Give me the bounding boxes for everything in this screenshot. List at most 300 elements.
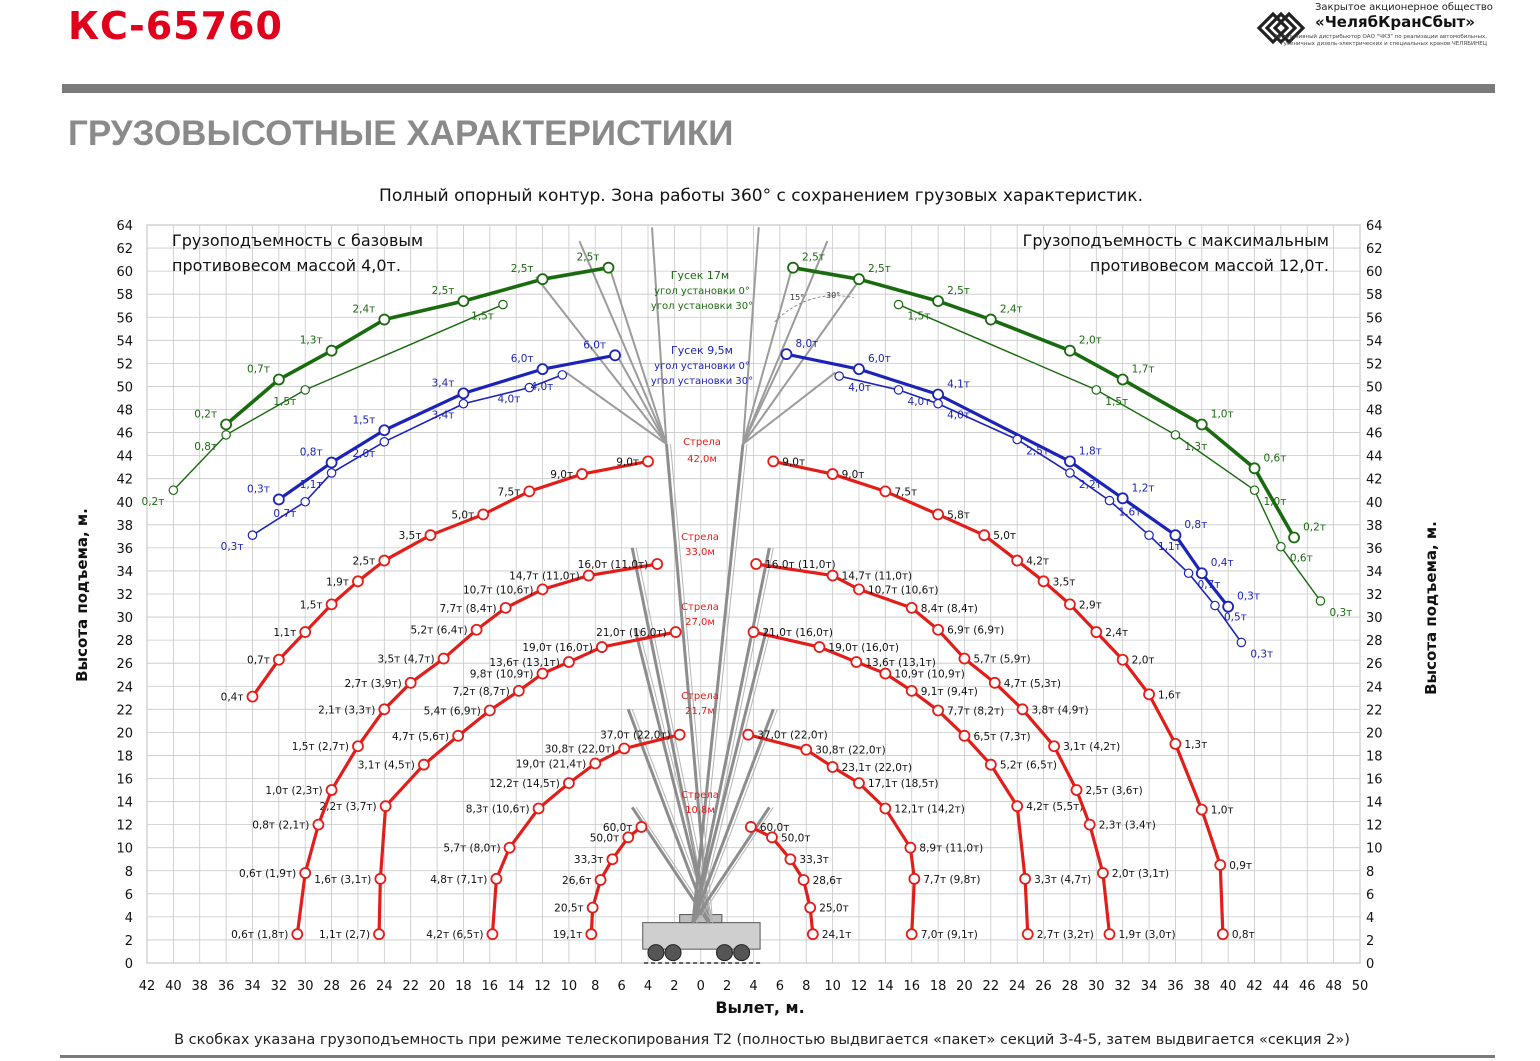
boom-point-label: 8,3т (10,6т) — [465, 803, 530, 816]
boom-point — [374, 929, 384, 939]
boom-point-label: 2,3т (3,4т) — [1098, 819, 1156, 832]
x-tick-label: 28 — [1061, 979, 1079, 994]
boom-point — [1098, 868, 1108, 878]
boom-point — [909, 874, 919, 884]
jib17-point — [274, 375, 284, 385]
jib9-point-label: 0,3т — [1237, 590, 1260, 603]
jib9-point-label: 4,0т — [497, 393, 521, 406]
right-caption-line-1: Грузоподъемность с максимальным — [1022, 231, 1329, 250]
boom-point-label: 0,7т — [247, 654, 270, 667]
boom-point-label: 6,5т (7,3т) — [973, 730, 1031, 743]
boom-point — [327, 785, 337, 795]
jib9-point-label: 2,0т — [352, 447, 376, 460]
x-tick-label: 42 — [138, 979, 156, 994]
boom-point-label: 10,7т (10,6т) — [867, 584, 939, 597]
x-tick-label: 24 — [1008, 979, 1026, 994]
boom-point-label: 12,1т (14,2т) — [894, 803, 965, 816]
y-axis-label: Высота подъема, м. — [73, 508, 91, 682]
jib17-point-label: 0,7т — [247, 363, 270, 376]
jib9-point-label: 4,0т — [848, 382, 872, 395]
y-tick-label-left: 36 — [116, 541, 133, 557]
jib17-point-label: 1,3т — [299, 334, 323, 347]
boom-point — [406, 678, 416, 688]
boom-point-label: 8,9т (11,0т) — [919, 842, 984, 855]
y-tick-label-right: 32 — [1366, 588, 1383, 603]
y-tick-label-right: 52 — [1366, 357, 1383, 373]
boom-point-label: 21,0т (16,0т) — [762, 627, 834, 640]
boom-point-label: 19,0т (16,0т) — [522, 642, 593, 655]
boom-point-label: 50,0т — [589, 832, 620, 845]
jib17-point — [986, 315, 996, 325]
jib17-point-label: 2,5т — [576, 251, 600, 264]
jib17-angle30-label: угол установки 30° — [650, 301, 754, 312]
boom-point — [538, 584, 548, 594]
y-tick-label-right: 34 — [1366, 564, 1383, 580]
boom-point-label: 37,0т (22,0т) — [757, 729, 828, 742]
boom-point — [785, 854, 795, 864]
jib9-point-label: 0,3т — [1250, 648, 1274, 661]
jib17-point — [221, 419, 231, 429]
x-tick-label: 4 — [749, 979, 758, 994]
x-tick-label: 10 — [824, 979, 841, 994]
x-tick-label: 34 — [1140, 979, 1158, 994]
boom-point — [1085, 820, 1095, 830]
boom-point — [751, 559, 761, 569]
jib9-point — [538, 364, 548, 374]
boom-point — [485, 705, 495, 715]
y-tick-label-left: 4 — [124, 910, 133, 926]
boom-point-label: 1,0т (2,3т) — [265, 785, 323, 798]
boom-point — [643, 456, 653, 466]
y-tick-label-right: 26 — [1366, 657, 1383, 673]
x-tick-label: 6 — [775, 979, 785, 994]
x-tick-label: 10 — [560, 979, 578, 994]
boom-point-label: 30,8т (22,0т) — [544, 743, 616, 756]
jib17-point — [788, 263, 798, 273]
x-tick-label: 26 — [1035, 979, 1052, 994]
jib9-point — [301, 498, 309, 506]
boom-point-label: 25,0т — [819, 902, 849, 915]
boom-point-label: 2,1т (3,3т) — [318, 704, 376, 717]
y-tick-label-right: 16 — [1366, 772, 1383, 788]
jib9-point — [934, 400, 942, 408]
jib9-point-label: 0,5т — [1223, 611, 1247, 624]
x-tick-label: 12 — [534, 979, 551, 994]
jib17-point-label: 1,3т — [1184, 440, 1208, 453]
boom-point — [743, 730, 753, 740]
boom-10-label-2: 10,8м — [685, 805, 715, 816]
boom-point-label: 3,1т (4,2т) — [1063, 741, 1121, 754]
jib9-point — [274, 494, 284, 504]
jib9-point-label: 6,0т — [583, 339, 607, 352]
boom-27-label-2: 27,0м — [685, 617, 715, 628]
y-tick-label-right: 56 — [1366, 311, 1383, 327]
y-tick-label-left: 38 — [116, 518, 133, 534]
jib17-point-label: 1,5т — [907, 310, 931, 323]
jib9-point — [933, 390, 943, 400]
jib9-point — [894, 386, 902, 394]
boom-point-label: 13,6т (13,1т) — [865, 657, 936, 670]
jib17-point-label: 1,5т — [273, 395, 297, 408]
boom-point-label: 2,7т (3,2т) — [1036, 929, 1094, 942]
jib17-angle0-label: угол установки 0° — [654, 286, 750, 297]
jib9-point-label: 0,3т — [220, 541, 244, 554]
jib17-point — [894, 300, 902, 308]
boom-point-label: 20,5т — [554, 902, 584, 915]
boom-point — [1072, 785, 1082, 795]
x-tick-label: 44 — [1272, 979, 1290, 994]
boom-point-label: 9,0т — [616, 456, 640, 469]
jib17-point-label: 0,8т — [194, 440, 218, 453]
boom-point-label: 7,0т (9,1т) — [920, 929, 978, 942]
boom-point — [746, 822, 756, 832]
boom-point-label: 60,0т — [759, 821, 790, 834]
boom-27-label-1: Стрела — [681, 602, 719, 613]
jib9-point — [1237, 638, 1245, 646]
y-tick-label-left: 50 — [116, 380, 133, 396]
boom-point-label: 5,2т (6,4т) — [410, 624, 468, 637]
boom-point — [1017, 704, 1027, 714]
boom-point — [854, 584, 864, 594]
boom-point-label: 1,6т (3,1т) — [314, 873, 372, 886]
logo-top-text: Закрытое акционерное общество — [1315, 2, 1493, 13]
y-tick-label-right: 8 — [1366, 864, 1375, 880]
boom-point-label: 1,1т (2,7) — [319, 929, 371, 942]
jib9-point — [458, 388, 468, 398]
y-tick-label-right: 38 — [1366, 518, 1383, 534]
x-tick-label: 30 — [1088, 979, 1105, 994]
jib9-point — [610, 350, 620, 360]
y-tick-label-left: 64 — [116, 219, 133, 234]
boom-point-label: 33,3т — [573, 854, 604, 867]
boom-point-label: 19,1т — [552, 929, 583, 942]
y-tick-label-left: 40 — [116, 495, 133, 511]
jib9-point-label: 4,1т — [947, 378, 970, 391]
boom-point-label: 1,5т (2,7т) — [291, 741, 349, 754]
jib9-point-label: 4,0т — [530, 380, 554, 393]
jib9-point — [781, 349, 791, 359]
boom-point-label: 5,0т — [993, 530, 1017, 543]
boom-point-label: 14,7т (11,0т) — [841, 570, 913, 583]
boom-point — [619, 744, 629, 754]
boom-point — [880, 669, 890, 679]
boom-point — [584, 571, 594, 581]
jib9-point-label: 0,8т — [299, 446, 323, 459]
boom-point-label: 9,0т — [550, 469, 574, 482]
y-tick-label-left: 16 — [116, 772, 133, 788]
y-tick-label-left: 42 — [116, 472, 133, 488]
boom-point — [379, 704, 389, 714]
boom-point-label: 2,7т (3,9т) — [344, 677, 402, 690]
y-tick-label-right: 18 — [1366, 749, 1383, 765]
footer-divider — [60, 1055, 1495, 1058]
jib9-point — [379, 425, 389, 435]
x-tick-label: 48 — [1325, 979, 1342, 994]
y-tick-label-right: 62 — [1366, 242, 1383, 258]
boom-point — [586, 929, 596, 939]
boom-point — [933, 625, 943, 635]
boom-point — [933, 705, 943, 715]
logo-company-name: «ЧелябКранСбыт» — [1315, 13, 1475, 31]
jib17-point — [603, 263, 613, 273]
boom-point-label: 16,0т (11,0т) — [765, 559, 836, 572]
boom-point-label: 9,8т (10,9т) — [469, 668, 534, 681]
left-caption-line-1: Грузоподъемность с базовым — [172, 231, 424, 250]
boom-point-label: 1,0т — [1210, 804, 1234, 817]
jib17-point-label: 0,6т — [1289, 552, 1313, 565]
boom-point-label: 6,9т (6,9т) — [947, 624, 1005, 637]
y-tick-label-left: 54 — [116, 334, 133, 350]
y-tick-label-left: 60 — [116, 265, 133, 281]
jib17-point-label: 0,2т — [141, 496, 165, 509]
jib17-point-label: 1,5т — [1105, 395, 1129, 408]
boom-point — [514, 686, 524, 696]
jib9-point-label: 3,4т — [431, 409, 455, 422]
boom-point — [828, 469, 838, 479]
boom-point-label: 7,7т (8,2т) — [947, 705, 1005, 718]
y-tick-label-right: 14 — [1366, 795, 1383, 811]
boom-point — [808, 929, 818, 939]
boom-point-label: 2,9т — [1078, 599, 1102, 612]
y-tick-label-right: 44 — [1366, 449, 1383, 465]
jib17-point — [1250, 486, 1258, 494]
boom-point-label: 0,8т — [1231, 929, 1255, 942]
y-tick-label-left: 62 — [116, 242, 133, 258]
boom-point — [801, 745, 811, 755]
boom-point-label: 0,9т — [1229, 859, 1253, 872]
boom-point-label: 5,8т — [947, 509, 970, 522]
boom-point-label: 13,6т (13,1т) — [489, 657, 560, 670]
jib9-point — [1066, 469, 1074, 477]
boom-point — [247, 692, 257, 702]
x-tick-label: 30 — [296, 979, 314, 994]
boom-point-label: 10,9т (10,9т) — [894, 668, 965, 681]
jib17-point-label: 1,0т — [1210, 408, 1234, 421]
jib9-point-label: 2,5т — [1026, 445, 1050, 458]
x-tick-label: 4 — [643, 979, 653, 994]
boom-point — [799, 875, 809, 885]
boom-point — [636, 822, 646, 832]
boom-point-label: 7,7т (8,4т) — [439, 602, 497, 615]
jib9-point — [1170, 530, 1180, 540]
x-tick-label: 2 — [722, 979, 732, 994]
jib9-point — [1145, 531, 1153, 539]
jib17-point-label: 0,6т — [1263, 452, 1287, 465]
boom-point-label: 21,0т (16,0т) — [596, 627, 667, 640]
boom-point-label: 1,5т — [299, 599, 323, 612]
jib9-point — [327, 458, 337, 468]
x-tick-label: 34 — [244, 979, 261, 994]
boom-point-label: 1,9т — [326, 576, 349, 589]
jib17-point-label: 2,0т — [1078, 334, 1102, 347]
boom-point — [907, 929, 917, 939]
x-tick-label: 20 — [428, 979, 446, 994]
jib17-point — [222, 431, 230, 439]
boom-point-label: 5,4т (6,9т) — [423, 705, 481, 718]
jib9-point — [459, 400, 467, 408]
x-tick-label: 8 — [591, 979, 600, 994]
boom-point-label: 2,4т — [1105, 627, 1129, 640]
x-tick-label: 6 — [617, 979, 626, 994]
jib9-point — [1105, 496, 1113, 504]
boom-point-label: 16,0т (11,0т) — [577, 559, 649, 572]
boom-point-label: 4,7т (5,3т) — [1003, 677, 1061, 690]
jib9-point-label: 0,4т — [1210, 557, 1234, 570]
boom-point-label: 4,8т (7,1т) — [430, 873, 488, 886]
jib9-point — [835, 372, 843, 380]
boom-point — [1091, 627, 1101, 637]
boom-point — [607, 854, 617, 864]
jib17-point — [169, 486, 177, 494]
y-tick-label-left: 12 — [116, 818, 133, 834]
boom-point-label: 19,0т (16,0т) — [828, 642, 899, 655]
boom-point-label: 28,6т — [812, 874, 843, 887]
y-tick-label-left: 8 — [124, 864, 133, 880]
boom-point-label: 3,5т (4,7т) — [377, 653, 435, 666]
boom-point-label: 4,2т (5,5т) — [1026, 801, 1084, 814]
boom-point-label: 2,0т — [1131, 654, 1155, 667]
y-axis-label-right: Высота подъема, м. — [1422, 521, 1440, 695]
y-tick-label-left: 32 — [116, 588, 133, 603]
boom-point-label: 0,4т — [220, 691, 244, 704]
boom-point — [880, 803, 890, 813]
jib17-point — [458, 296, 468, 306]
jib9-point-label: 1,2т — [1131, 482, 1155, 495]
chart-grid — [147, 225, 1360, 963]
left-caption-line-2: противовесом массой 4,0т. — [172, 256, 401, 275]
y-tick-label-right: 46 — [1366, 426, 1383, 442]
jib17-point-label: 2,5т — [947, 285, 970, 298]
jib9-point-label: 3,4т — [431, 377, 455, 390]
boom-point — [814, 642, 824, 652]
boom-point — [1049, 741, 1059, 751]
jib9-point-label: 0,8т — [1184, 519, 1208, 532]
y-tick-label-right: 10 — [1366, 841, 1383, 857]
boom-point-label: 19,0т (21,4т) — [515, 758, 587, 771]
jib17-point-label: 1,0т — [1263, 496, 1287, 509]
jib17-point-label: 2,4т — [999, 303, 1023, 316]
x-tick-label: 14 — [507, 979, 525, 994]
boom-point — [472, 625, 482, 635]
boom-point-label: 9,0т — [782, 456, 806, 469]
jib9-point-label: 1,6т — [1118, 506, 1142, 519]
x-tick-label: 18 — [929, 979, 947, 994]
jib17-point — [301, 386, 309, 394]
y-tick-label-right: 28 — [1366, 634, 1383, 650]
jib17-point-label: 0,2т — [1303, 521, 1326, 534]
jib9-point — [1118, 493, 1128, 503]
jib9-point-label: 1,5т — [352, 414, 376, 427]
model-title: КС-65760 — [68, 4, 283, 48]
y-tick-label-right: 12 — [1366, 818, 1383, 834]
jib9-point-label: 4,0т — [907, 395, 931, 408]
y-tick-label-left: 10 — [116, 841, 133, 857]
y-tick-label-left: 2 — [124, 933, 133, 949]
boom-point — [1020, 874, 1030, 884]
boom-point-label: 3,3т (4,7т) — [1034, 873, 1092, 886]
y-tick-label-left: 56 — [116, 311, 133, 327]
boom-point — [905, 843, 915, 853]
jib17-point-label: 0,2т — [194, 408, 218, 421]
y-tick-label-left: 20 — [116, 726, 133, 742]
boom-point-label: 2,2т (3,7т) — [319, 801, 377, 814]
boom-point — [1170, 739, 1180, 749]
boom-point — [1039, 576, 1049, 586]
boom-point-label: 0,8т (2,1т) — [252, 819, 310, 832]
x-tick-label: 38 — [191, 979, 209, 994]
boom-point — [538, 669, 548, 679]
y-tick-label-right: 0 — [1366, 957, 1375, 972]
jib17-point — [1197, 419, 1207, 429]
boom-33-label-2: 33,0м — [685, 547, 715, 558]
jib9-point-label: 0,7т — [1197, 579, 1221, 592]
boom-point — [1144, 689, 1154, 699]
jib17-point-label: 2,5т — [431, 285, 455, 298]
boom-point-label: 7,2т (8,7т) — [452, 685, 510, 698]
jib9-point — [1065, 456, 1075, 466]
boom-point — [353, 741, 363, 751]
boom-point — [313, 820, 323, 830]
boom-point-label: 7,5т — [894, 486, 918, 499]
boom-point-label: 0,6т (1,9т) — [239, 868, 297, 881]
boom-point-label: 33,3т — [799, 854, 829, 867]
y-tick-label-left: 22 — [116, 703, 133, 719]
boom-point — [1104, 929, 1114, 939]
boom-point — [805, 903, 815, 913]
y-tick-label-right: 22 — [1366, 703, 1383, 719]
angle-15-label: 15° — [790, 293, 805, 302]
jib17-point-label: 1,7т — [1131, 363, 1155, 376]
jib17-point-label: 2,4т — [352, 303, 376, 316]
boom-point — [419, 760, 429, 770]
jib9-angle30-label: угол установки 30° — [650, 376, 754, 387]
x-tick-label: 28 — [323, 979, 340, 994]
x-tick-label: 12 — [850, 979, 868, 994]
boom-point-label: 14,7т (11,0т) — [509, 570, 580, 583]
boom-point-label: 24,1т — [821, 929, 852, 942]
jib17-point — [1118, 375, 1128, 385]
jib9-point — [1223, 602, 1233, 612]
boom-point — [300, 868, 310, 878]
y-tick-label-left: 26 — [116, 657, 133, 673]
jib17-point-label: 0,3т — [1329, 606, 1353, 619]
boom-point — [491, 874, 501, 884]
y-tick-label-right: 30 — [1366, 611, 1383, 627]
y-tick-label-left: 24 — [116, 680, 133, 696]
boom-point — [1215, 860, 1225, 870]
x-tick-label: 22 — [982, 979, 1000, 994]
x-tick-label: 38 — [1193, 979, 1211, 994]
boom-point — [907, 686, 917, 696]
boom-point — [379, 556, 389, 566]
boom-point-label: 5,2т (6,5т) — [999, 759, 1057, 772]
boom-point-label: 12,2т (14,5т) — [489, 778, 560, 791]
boom-point — [652, 559, 662, 569]
boom-point-label: 0,6т (1,8т) — [231, 929, 289, 942]
crane-wheel — [716, 945, 732, 961]
boom-point — [828, 762, 838, 772]
jib9-label: Гусек 9,5м — [671, 344, 733, 357]
boom-point — [990, 678, 1000, 688]
boom-point-label: 1,9т (3,0т) — [1118, 929, 1176, 942]
y-tick-label-right: 4 — [1366, 910, 1375, 926]
boom-point — [854, 778, 864, 788]
boom-point-label: 1,6т — [1158, 689, 1181, 702]
boom-point-label: 9,1т (9,4т) — [920, 685, 978, 698]
x-tick-label: 36 — [217, 979, 235, 994]
jib9-point — [1197, 568, 1207, 578]
jib17-point — [1250, 463, 1260, 473]
